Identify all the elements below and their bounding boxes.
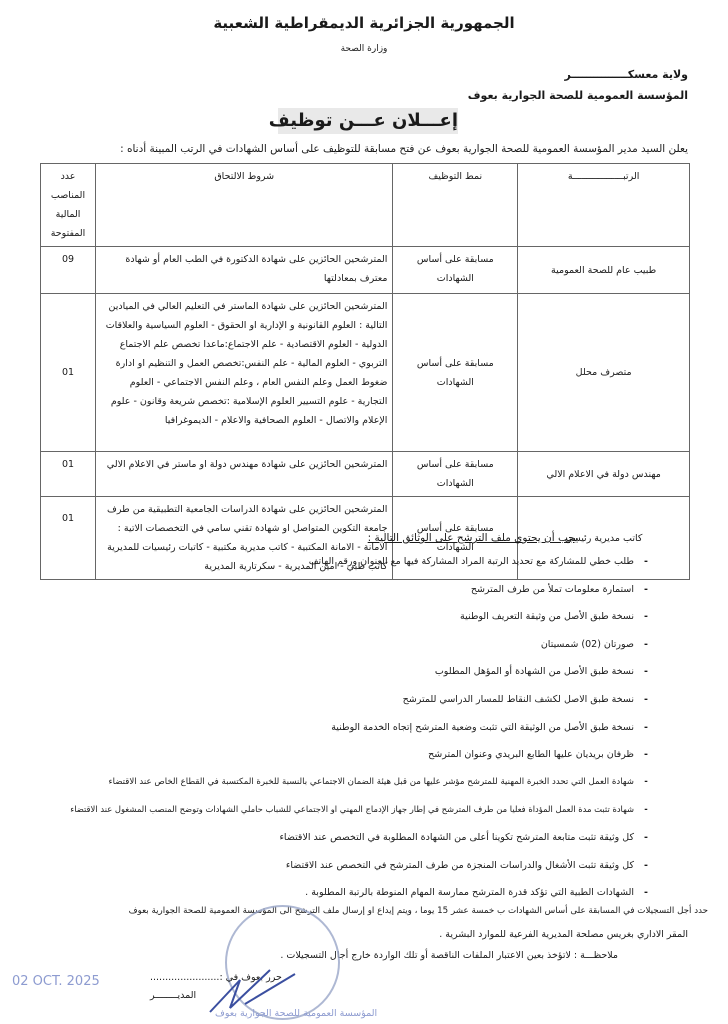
rank-cell: مهندس دولة في الاعلام الالي [518, 452, 690, 497]
table-row [41, 452, 690, 497]
count-cell: 01 [41, 294, 96, 452]
deadline-text: حدد أجل التسجيلات في المسابقة على أساس الشهادات ب خمسة عشر 15 يوما ، ويتم إيداع او إرسال ملف الترشح الى المؤسسة العمومية للصحة الجوارية بعوف [128, 906, 708, 916]
mode-cell: مسابقة على أساس الشهادات [393, 294, 518, 452]
rank-cell: متصرف محلل [518, 294, 690, 452]
header-conditions: شروط الالتحاق [96, 164, 393, 247]
conditions-cell: المترشحين الحائزين على شهادة الدراسات الجامعية التطبيقية من طرف جامعة التكوين المتواصل او شهادة تقني سامي في التخصصات الاتية : الامانة - الامانة المكتبية - كاتب مديرية مكتبية - كاتبات رئيسيات للمديرية كاتب طبي - امين المديرية - سكرتارية المديرية [96, 497, 393, 580]
republic-heading: الجمهورية الجزائرية الديمقراطية الشعبية [213, 14, 515, 32]
done-at-text: حرر بعوف في :....................... [150, 972, 282, 983]
count-cell: 09 [41, 247, 96, 294]
rank-cell: طبيب عام للصحة العمومية [518, 247, 690, 294]
list-item: - شهادة تثبت مدة العمل المؤداة فعليا من طرف المترشح في إطار جهاز الإدماج المهني او الاجتماعي للشباب حاملي الشهادات وتوضح المنصب المشغول عند الاقتضاء [70, 804, 658, 832]
mode-cell: مسابقة على أساس الشهادات [393, 497, 518, 580]
list-item: - طلب خطي للمشاركة مع تحديد الرتبة المراد المشاركة فيها مع العنوان ورقم الهاتف [70, 556, 658, 584]
table-row [41, 247, 690, 294]
table-row [41, 294, 690, 452]
conditions-cell: المترشحين الحائزين على شهادة الدكتورة في الطب العام أو شهادة معترف بمعادلتها [96, 247, 393, 294]
conditions-cell: المترشحين الحائزين على شهادة الماستر في التعليم العالي في الميادين التالية : العلوم القانونية و الإدارية او الحقوق - العلوم السياسية والعلاقات الدولية - العلوم الاقتصادية - علم الاجتماع:ماعدا تخصص علم الاجتماع التربوي - العلوم المالية - علم النفس:تخصص العمل و التنظيم او ادارة ضغوط العمل وعلم النفس العام ، وعلم النفس الاجتماعي - العلوم التجارية - علوم التسيير العلوم الإسلامية :تخصص شريعة وقانون - علوم الإعلام والاتصال - العلوم الصحافية والاعلام - الديموغرافيا [96, 294, 393, 452]
note-text: ملاحظـــة : لاتؤخذ بعين الاعتبار الملفات الناقصة أو تلك الواردة خارج أجال التسجيلات . [280, 950, 618, 961]
count-cell: 01 [41, 497, 96, 580]
requirements-heading: يجب أن يحتوي ملف الترشح على الوثائق التالية : [367, 532, 578, 544]
deadline-location: المقر الاداري بغريس مصلحة المديرية الفرعية للموارد البشرية . [439, 929, 688, 940]
requirements-list [70, 556, 658, 915]
wilaya-label: ولاية معسكـــــــــــــــر [564, 68, 688, 81]
mode-cell: مسابقة على أساس الشهادات [393, 452, 518, 497]
conditions-cell: المترشحين الحائزين على شهادة مهندس دولة او ماستر في الاعلام الالي [96, 452, 393, 497]
table-header-row [41, 164, 690, 247]
list-item: - استمارة معلومات تملأ من طرف المترشح [70, 584, 658, 612]
mode-cell: مسابقة على أساس الشهادات [393, 247, 518, 294]
document-title: إعـــلان عـــن توظيف [278, 108, 458, 134]
list-item: - كل وثيقة تثبت متابعة المترشح تكوينا أعلى من الشهادة المطلوبة في التخصص عند الاقتضاء [70, 832, 658, 860]
header-mode: نمط التوظيف [393, 164, 518, 247]
header-count: عدد المناصب المالية المفتوحة [41, 164, 96, 247]
list-item: - نسخة طبق الاصل لكشف النقاط للمسار الدراسي للمترشح [70, 694, 658, 722]
director-label: المديــــــــر [150, 990, 197, 1001]
intro-text: يعلن السيد مدير المؤسسة العمومية للصحة الجوارية بعوف عن فتح مسابقة للتوظيف على أساس الشهادات في الرتب المبينة أدناه : [120, 143, 688, 155]
list-item: - شهادة العمل التي تحدد الخبرة المهنية للمترشح مؤشر عليها من قبل هيئة الضمان الاجتماعي بالنسبة للخبرة المكتسبة في القطاع الخاص عند الاقتضاء [70, 777, 658, 805]
list-item: - الشهادات الطبية التي تؤكد قدرة المترشح ممارسة المهام المنوطة بالرتبة المطلوبة . [70, 887, 658, 915]
stamp-date: 02 OCT. 2025 [12, 974, 100, 989]
list-item: - نسخة طبق الأصل من الشهادة أو المؤهل المطلوب [70, 666, 658, 694]
rank-cell: كاتب مديرية رئيسي [518, 497, 690, 580]
list-item: - صورتان (02) شمسيتان [70, 639, 658, 667]
list-item: - كل وثيقة تثبت الأشغال والدراسات المنجزة من طرف المترشح في التخصص عند الاقتضاء [70, 860, 658, 888]
positions-table [40, 163, 690, 580]
list-item: - ظرفان بريديان عليها الطابع البريدي وعنوان المترشح [70, 749, 658, 777]
count-cell: 01 [41, 452, 96, 497]
ministry-heading: وزارة الصحة [340, 44, 388, 54]
header-rank: الرتبــــــــــــــــــة [518, 164, 690, 247]
stamp-text: المؤسسة العمومية للصحة الجوارية بعوف [215, 1008, 378, 1019]
list-item: - نسخة طبق الأصل من وثيقة التعريف الوطنية [70, 611, 658, 639]
list-item: - نسخة طبق الأصل من الوثيقة التي تثبت وضعية المترشح إتجاه الخدمة الوطنية [70, 722, 658, 750]
signature-icon [200, 962, 310, 1018]
institution-label: المؤسسة العمومية للصحة الجوارية بعوف [467, 89, 688, 102]
